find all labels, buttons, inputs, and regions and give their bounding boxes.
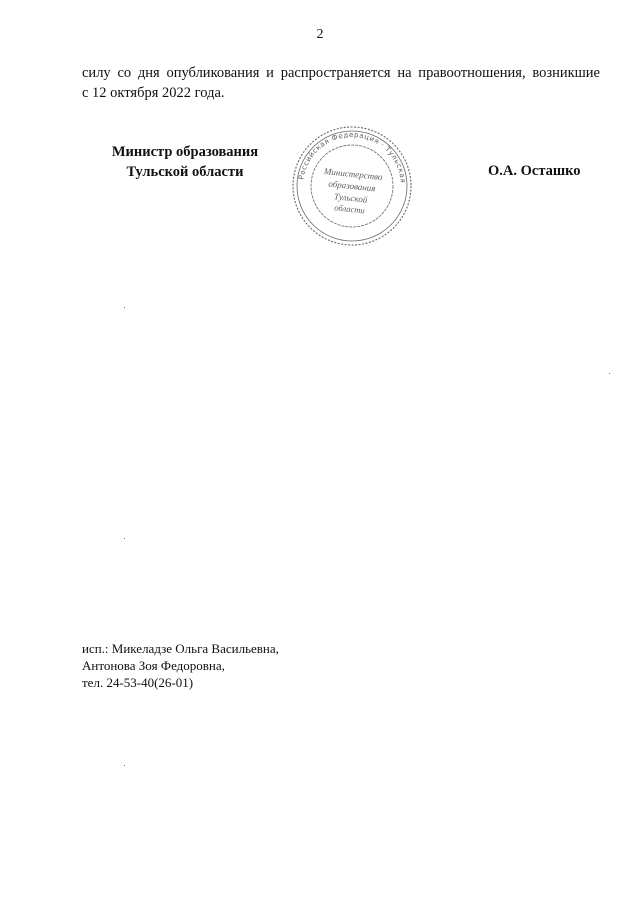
- scan-speck: [124, 538, 125, 539]
- seal-inner-line-3: Тульской: [333, 191, 368, 205]
- seal-inner-line-4: области: [333, 202, 366, 216]
- official-seal-icon: [290, 124, 414, 248]
- seal-inner-line-1: Министерство: [323, 166, 383, 183]
- signer-title-line-2: Тульской области: [126, 164, 244, 180]
- seal-outer-text: Российская Федерация · Тульская: [297, 130, 407, 184]
- body-line-1: силу со дня опубликования и распространяется на правоотношения, возникшие: [82, 65, 600, 81]
- scan-speck: [609, 373, 610, 374]
- executor-line-3: тел. 24-53-40(26-01): [82, 675, 194, 690]
- seal-inner-line-2: образования: [327, 178, 377, 194]
- page-number: 2: [316, 27, 324, 42]
- body-line-2: с 12 октября 2022 года.: [82, 85, 225, 101]
- executor-info: [82, 640, 279, 691]
- scan-speck: [124, 307, 125, 308]
- signer-title-line-1: Министр образования: [111, 144, 259, 160]
- scan-speck: [124, 765, 125, 766]
- executor-line-2: Антонова Зоя Федоровна,: [82, 658, 225, 673]
- body-paragraph: [82, 63, 600, 103]
- signer-title: [90, 142, 280, 182]
- executor-line-1: исп.: Микеладзе Ольга Васильевна,: [82, 641, 279, 656]
- signer-name: О.А. Осташко: [488, 163, 581, 179]
